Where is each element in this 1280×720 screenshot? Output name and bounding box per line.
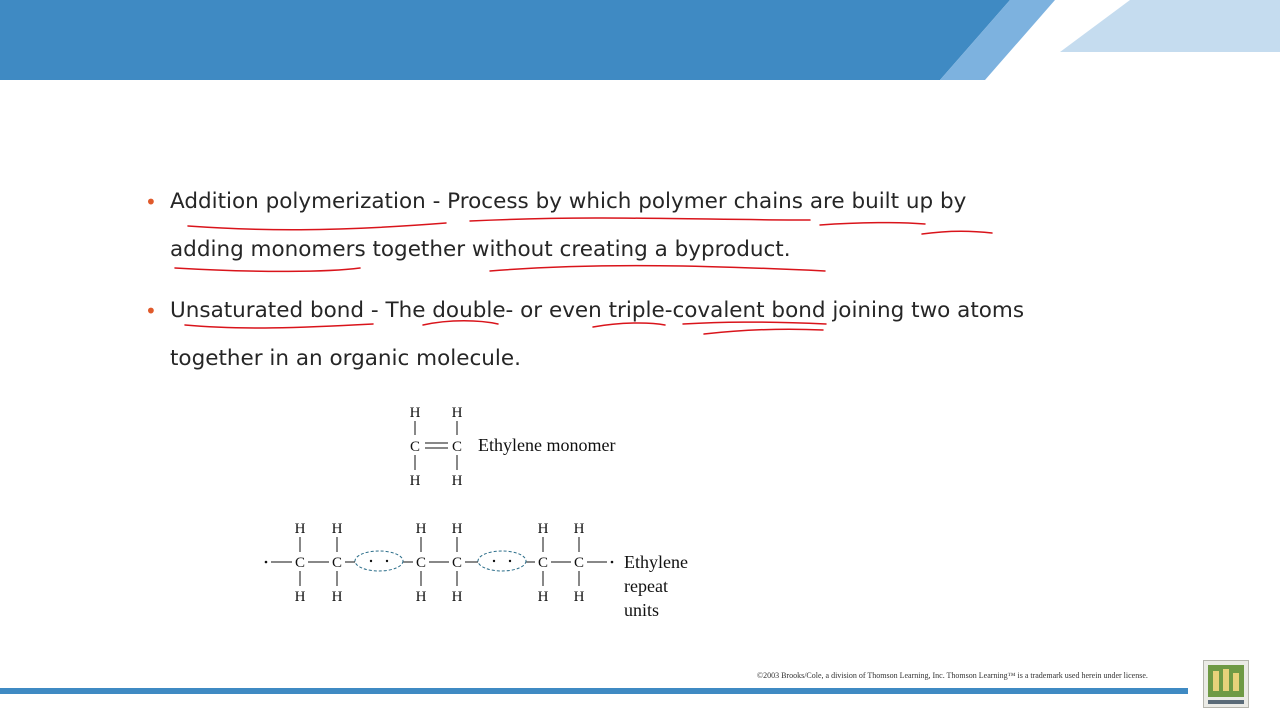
ethylene-figure <box>255 395 725 634</box>
footer-bar <box>0 688 1188 694</box>
annotation-underline <box>423 321 498 325</box>
atom-h: H <box>331 521 343 537</box>
atom-c: C <box>415 555 427 571</box>
atom-c: C <box>409 439 421 455</box>
annotation-underline <box>922 231 992 234</box>
annotation-underline <box>593 323 665 327</box>
atom-c: C <box>451 439 463 455</box>
copyright-notice: ©2003 Brooks/Cole, a division of Thomson Learning, Inc. Thomson Learning™ is a trademark used herein under license. <box>757 671 1148 680</box>
atom-h: H <box>415 589 427 605</box>
repeat-label-line: units <box>624 600 660 620</box>
annotation-underline <box>175 268 360 271</box>
annotation-underline <box>820 223 925 225</box>
atom-c: C <box>573 555 585 571</box>
annotation-underline <box>188 223 446 230</box>
bullet-text: Unsaturated bond - The double- or even triple-covalent bond joining two atoms together in an organic molecule. <box>170 298 1025 371</box>
atom-h: H <box>573 589 585 605</box>
bond-electrons-ellipse <box>355 551 403 571</box>
chain-end-dot <box>611 561 614 564</box>
atom-c: C <box>331 555 343 571</box>
annotation-underline <box>490 266 825 271</box>
ethylene-repeat-structure <box>265 521 688 620</box>
atom-h: H <box>451 473 463 489</box>
annotation-underline <box>704 329 823 334</box>
atom-h: H <box>451 589 463 605</box>
bond-electrons-ellipse <box>478 551 526 571</box>
atom-h: H <box>409 405 421 421</box>
ethylene-structure-svg <box>255 395 725 630</box>
bullet-dot: • <box>145 190 157 214</box>
atom-c: C <box>451 555 463 571</box>
atom-h: H <box>294 589 306 605</box>
atom-h: H <box>573 521 585 537</box>
atom-h: H <box>294 521 306 537</box>
atom-h: H <box>537 521 549 537</box>
atom-h: H <box>451 521 463 537</box>
atom-h: H <box>415 521 427 537</box>
annotation-underline <box>470 218 810 221</box>
monomer-label: Ethylene monomer <box>478 435 616 455</box>
bullet-text: Addition polymerization - Process by which polymer chains are built up by adding monomers together without creating a byproduct. <box>170 189 967 262</box>
university-logo <box>1203 660 1249 708</box>
annotation-underline <box>185 324 373 328</box>
annotation-underline <box>683 322 826 324</box>
ethylene-monomer-structure <box>410 405 616 489</box>
repeat-label-line: Ethylene <box>624 552 688 572</box>
chain-end-dot <box>265 561 268 564</box>
bullet-dot: • <box>145 299 157 323</box>
atom-h: H <box>451 405 463 421</box>
atom-h: H <box>537 589 549 605</box>
atom-h: H <box>409 473 421 489</box>
atom-c: C <box>537 555 549 571</box>
atom-c: C <box>294 555 306 571</box>
atom-h: H <box>331 589 343 605</box>
repeat-label-line: repeat <box>624 576 668 596</box>
